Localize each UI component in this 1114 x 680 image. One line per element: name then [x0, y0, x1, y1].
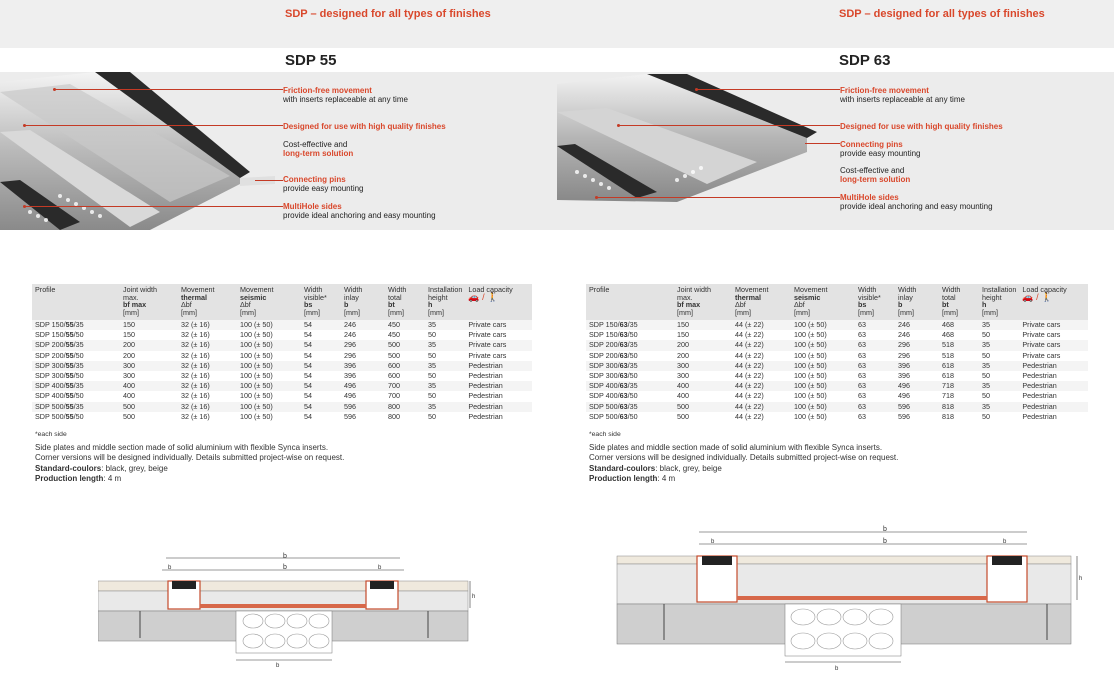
callout-leader-dot: [23, 205, 26, 208]
table-cell: 468: [939, 320, 979, 330]
table-cell: 500: [120, 402, 178, 412]
cell-profile: SDP 200/63/35: [586, 340, 674, 350]
table-cell: 54: [301, 361, 341, 371]
table-cell: 200: [674, 351, 732, 361]
table-row: [586, 371, 1088, 381]
table-cell: 100 (± 50): [237, 371, 301, 381]
cell-profile: SDP 400/63/35: [586, 381, 674, 391]
table-cell: 596: [895, 412, 939, 422]
callout-multihole-sides: MultiHole sides provide ideal anchoring and easy mounting: [283, 202, 436, 220]
callout-leader-line: [805, 143, 840, 144]
table-cell: 818: [939, 412, 979, 422]
table-cell: 54: [301, 330, 341, 340]
spec-table: [32, 284, 532, 422]
table-cell: 100 (± 50): [791, 340, 855, 350]
table-cell: Pedestrian: [465, 361, 532, 371]
cell-profile: SDP 200/55/50: [32, 351, 120, 361]
table-cell: 32 (± 16): [178, 330, 237, 340]
table-row: [32, 320, 532, 330]
product-title: SDP 55: [285, 52, 337, 69]
table-cell: Pedestrian: [1019, 361, 1088, 371]
svg-text:b: b: [378, 565, 382, 571]
table-cell: 100 (± 50): [237, 340, 301, 350]
svg-text:b: b: [711, 539, 715, 545]
col-movement-thermal: Movement thermal Δbf [mm]: [178, 284, 237, 320]
tagline: SDP – designed for all types of finishes: [285, 8, 491, 20]
table-cell: Pedestrian: [465, 402, 532, 412]
table-cell: 150: [674, 320, 732, 330]
table-cell: 50: [979, 391, 1019, 401]
table-cell: Pedestrian: [1019, 391, 1088, 401]
table-cell: 35: [979, 402, 1019, 412]
table-cell: 100 (± 50): [791, 351, 855, 361]
callout-leader-dot: [617, 124, 620, 127]
table-row: [32, 402, 532, 412]
svg-text:b: b: [276, 663, 280, 668]
col-width-total: Width total bt [mm]: [385, 284, 425, 320]
table-cell: Pedestrian: [465, 412, 532, 422]
table-cell: 100 (± 50): [237, 330, 301, 340]
table-cell: Pedestrian: [465, 371, 532, 381]
table-cell: 50: [979, 351, 1019, 361]
table-cell: 44 (± 22): [732, 320, 791, 330]
callout-leader-dot: [695, 88, 698, 91]
table-row: [32, 340, 532, 350]
table-row: [586, 402, 1088, 412]
table-cell: 700: [385, 381, 425, 391]
car-pedestrian-icon: 🚗 / 🚶: [1022, 291, 1053, 302]
table-cell: 296: [341, 351, 385, 361]
table-cell: 50: [425, 330, 465, 340]
cell-profile: SDP 500/55/35: [32, 402, 120, 412]
table-cell: 300: [674, 361, 732, 371]
table-cell: 100 (± 50): [791, 330, 855, 340]
table-row: [586, 351, 1088, 361]
cross-section-drawing: [607, 522, 1087, 672]
col-width-inlay: Width inlay b [mm]: [895, 284, 939, 320]
footnote: *each side: [35, 431, 67, 438]
table-cell: Private cars: [465, 340, 532, 350]
spec-table-header: [586, 284, 1088, 320]
table-cell: 100 (± 50): [791, 381, 855, 391]
table-row: [586, 320, 1088, 330]
table-cell: 100 (± 50): [791, 361, 855, 371]
svg-text:b: b: [883, 538, 887, 545]
car-pedestrian-icon: 🚗 / 🚶: [468, 291, 499, 302]
col-width-visible: Width visible* bs [mm]: [855, 284, 895, 320]
callout-connecting-pins: Connecting pins provide easy mounting: [283, 175, 364, 193]
table-row: [32, 351, 532, 361]
table-cell: 596: [895, 402, 939, 412]
cell-profile: SDP 300/55/35: [32, 361, 120, 371]
callout-connecting-pins: Connecting pins provide easy mounting: [840, 140, 921, 158]
table-cell: 54: [301, 371, 341, 381]
table-cell: 100 (± 50): [237, 361, 301, 371]
table-cell: 100 (± 50): [791, 371, 855, 381]
callout-multihole-sides: MultiHole sides provide ideal anchoring and easy mounting: [840, 193, 993, 211]
cell-profile: SDP 150/63/35: [586, 320, 674, 330]
table-cell: 35: [425, 361, 465, 371]
cross-section-drawing: [98, 548, 480, 668]
col-profile: Profile: [32, 284, 120, 320]
svg-text:b: b: [883, 526, 887, 533]
table-cell: 450: [385, 330, 425, 340]
table-cell: 50: [425, 391, 465, 401]
spec-table-body: [586, 320, 1088, 422]
table-cell: 63: [855, 320, 895, 330]
col-width-inlay: Width inlay b [mm]: [341, 284, 385, 320]
table-cell: 400: [674, 391, 732, 401]
col-movement-thermal: Movement thermal Δbf [mm]: [732, 284, 791, 320]
table-cell: 35: [979, 381, 1019, 391]
table-row: [32, 371, 532, 381]
table-row: [586, 412, 1088, 422]
tagline: SDP – designed for all types of finishes: [839, 8, 1045, 20]
table-cell: 296: [895, 340, 939, 350]
table-row: [586, 330, 1088, 340]
svg-text:h: h: [472, 594, 476, 600]
table-cell: 63: [855, 361, 895, 371]
table-cell: 100 (± 50): [237, 391, 301, 401]
table-cell: 32 (± 16): [178, 391, 237, 401]
table-cell: 63: [855, 330, 895, 340]
table-cell: 596: [341, 402, 385, 412]
table-row: [32, 381, 532, 391]
product-title: SDP 63: [839, 52, 891, 69]
table-cell: 54: [301, 402, 341, 412]
callout-friction-free: Friction-free movement with inserts replaceable at any time: [840, 86, 965, 104]
table-cell: 496: [341, 391, 385, 401]
table-cell: 50: [425, 351, 465, 361]
col-load-capacity: Load capacity 🚗 / 🚶: [465, 284, 532, 320]
table-cell: Pedestrian: [1019, 381, 1088, 391]
table-cell: 44 (± 22): [732, 340, 791, 350]
table-cell: 246: [895, 330, 939, 340]
table-cell: 44 (± 22): [732, 361, 791, 371]
table-cell: 100 (± 50): [791, 412, 855, 422]
table-cell: 100 (± 50): [237, 381, 301, 391]
table-cell: 150: [120, 330, 178, 340]
table-cell: 246: [341, 320, 385, 330]
cell-profile: SDP 400/55/35: [32, 381, 120, 391]
table-cell: 32 (± 16): [178, 381, 237, 391]
cell-profile: SDP 300/55/50: [32, 371, 120, 381]
table-cell: 596: [341, 412, 385, 422]
table-cell: Pedestrian: [465, 381, 532, 391]
svg-text:b: b: [1003, 539, 1007, 545]
table-cell: 54: [301, 351, 341, 361]
table-cell: 100 (± 50): [791, 391, 855, 401]
svg-text:b: b: [283, 553, 287, 560]
table-cell: 63: [855, 340, 895, 350]
table-row: [586, 391, 1088, 401]
callout-leader-dot: [595, 196, 598, 199]
table-cell: 63: [855, 381, 895, 391]
callout-high-quality-finishes: Designed for use with high quality finishes: [283, 122, 446, 131]
table-cell: 32 (± 16): [178, 371, 237, 381]
table-cell: 44 (± 22): [732, 412, 791, 422]
col-movement-seismic: Movement seismic Δbf [mm]: [237, 284, 301, 320]
table-cell: Private cars: [1019, 351, 1088, 361]
table-row: [586, 340, 1088, 350]
table-cell: 800: [385, 412, 425, 422]
cell-profile: SDP 150/63/50: [586, 330, 674, 340]
callout-leader-dot: [23, 124, 26, 127]
table-cell: 150: [674, 330, 732, 340]
table-row: [586, 381, 1088, 391]
table-row: [32, 330, 532, 340]
callout-leader-line: [597, 197, 840, 198]
table-row: [32, 412, 532, 422]
table-cell: 618: [939, 361, 979, 371]
spec-table: [586, 284, 1088, 422]
table-cell: 44 (± 22): [732, 402, 791, 412]
cell-profile: SDP 150/55/50: [32, 330, 120, 340]
table-cell: 200: [674, 340, 732, 350]
spec-table-body: [32, 320, 532, 422]
table-cell: 468: [939, 330, 979, 340]
table-cell: 200: [120, 351, 178, 361]
table-cell: 100 (± 50): [237, 351, 301, 361]
callout-leader-line: [255, 180, 283, 181]
table-cell: 518: [939, 351, 979, 361]
table-cell: 300: [120, 361, 178, 371]
table-cell: 50: [425, 412, 465, 422]
col-installation-height: Installation height h [mm]: [425, 284, 465, 320]
table-cell: 50: [979, 371, 1019, 381]
footnote: *each side: [589, 431, 621, 438]
table-cell: 32 (± 16): [178, 320, 237, 330]
product-description: Side plates and middle section made of solid aluminium with flexible Synca inserts. Corner versions will be designed individually. Details submitted project-wise on request. Standard-coulors: black, grey, beige Production length: 4 m: [35, 443, 345, 483]
table-cell: 200: [120, 340, 178, 350]
table-cell: 32 (± 16): [178, 412, 237, 422]
callout-leader-line: [25, 206, 283, 207]
cell-profile: SDP 300/63/50: [586, 371, 674, 381]
table-cell: 600: [385, 361, 425, 371]
table-cell: 100 (± 50): [237, 412, 301, 422]
table-cell: 246: [341, 330, 385, 340]
table-cell: 100 (± 50): [237, 320, 301, 330]
callout-friction-free: Friction-free movement with inserts replaceable at any time: [283, 86, 408, 104]
table-cell: 718: [939, 381, 979, 391]
table-row: [32, 391, 532, 401]
callout-cost-effective: Cost-effective and long-term solution: [283, 140, 354, 158]
cell-profile: SDP 400/55/50: [32, 391, 120, 401]
table-cell: 35: [979, 340, 1019, 350]
cell-profile: SDP 200/63/50: [586, 351, 674, 361]
table-cell: 450: [385, 320, 425, 330]
table-cell: 618: [939, 371, 979, 381]
table-cell: Private cars: [1019, 320, 1088, 330]
table-cell: Private cars: [465, 320, 532, 330]
table-cell: 700: [385, 391, 425, 401]
table-cell: 63: [855, 351, 895, 361]
callout-leader-line: [619, 125, 840, 126]
table-cell: 54: [301, 340, 341, 350]
table-cell: 54: [301, 320, 341, 330]
svg-text:h: h: [1079, 576, 1083, 582]
product-panel-sdp63: [557, 0, 1114, 680]
table-cell: 44 (± 22): [732, 381, 791, 391]
table-row: [586, 361, 1088, 371]
table-cell: 496: [895, 391, 939, 401]
cell-profile: SDP 200/55/35: [32, 340, 120, 350]
table-cell: Private cars: [465, 351, 532, 361]
table-cell: 35: [425, 381, 465, 391]
table-cell: 44 (± 22): [732, 330, 791, 340]
table-cell: 818: [939, 402, 979, 412]
table-cell: 500: [385, 351, 425, 361]
table-cell: 63: [855, 412, 895, 422]
product-description: Side plates and middle section made of solid aluminium with flexible Synca inserts. Corner versions will be designed individually. Details submitted project-wise on request. Standard-coulors: black, grey, beige Production length: 4 m: [589, 443, 899, 483]
profile-product-image: [557, 72, 842, 230]
cell-profile: SDP 500/63/35: [586, 402, 674, 412]
table-cell: 63: [855, 371, 895, 381]
table-cell: 396: [341, 371, 385, 381]
table-cell: 518: [939, 340, 979, 350]
table-cell: 54: [301, 412, 341, 422]
table-cell: 35: [979, 320, 1019, 330]
callout-leader-line: [25, 125, 283, 126]
col-width-total: Width total bt [mm]: [939, 284, 979, 320]
callout-high-quality-finishes: Designed for use with high quality finishes: [840, 122, 1003, 131]
col-load-capacity: Load capacity 🚗 / 🚶: [1019, 284, 1088, 320]
table-cell: 396: [341, 361, 385, 371]
callout-leader-line: [55, 89, 283, 90]
table-cell: 500: [385, 340, 425, 350]
svg-text:b: b: [168, 565, 172, 571]
table-cell: 50: [979, 412, 1019, 422]
table-cell: 600: [385, 371, 425, 381]
col-profile: Profile: [586, 284, 674, 320]
svg-text:b: b: [835, 666, 839, 672]
col-joint-width: Joint width max. bf max [mm]: [674, 284, 732, 320]
table-cell: 718: [939, 391, 979, 401]
table-cell: 54: [301, 391, 341, 401]
svg-text:b: b: [283, 564, 287, 571]
table-cell: 32 (± 16): [178, 402, 237, 412]
table-cell: 300: [674, 371, 732, 381]
table-cell: 400: [120, 391, 178, 401]
cell-profile: SDP 300/63/35: [586, 361, 674, 371]
cell-profile: SDP 150/55/35: [32, 320, 120, 330]
table-row: [32, 361, 532, 371]
col-installation-height: Installation height h [mm]: [979, 284, 1019, 320]
table-cell: 500: [120, 412, 178, 422]
table-cell: 100 (± 50): [791, 402, 855, 412]
col-width-visible: Width visible* bs [mm]: [301, 284, 341, 320]
table-cell: 44 (± 22): [732, 351, 791, 361]
table-cell: 50: [425, 371, 465, 381]
callout-leader-dot: [53, 88, 56, 91]
callout-leader-line: [697, 89, 840, 90]
table-cell: Private cars: [465, 330, 532, 340]
table-cell: 50: [979, 330, 1019, 340]
table-cell: Pedestrian: [1019, 402, 1088, 412]
table-cell: 396: [895, 371, 939, 381]
callout-cost-effective: Cost-effective and long-term solution: [840, 166, 911, 184]
table-cell: 35: [425, 402, 465, 412]
table-cell: 496: [341, 381, 385, 391]
table-cell: Pedestrian: [1019, 371, 1088, 381]
table-cell: 63: [855, 391, 895, 401]
table-cell: 396: [895, 361, 939, 371]
table-cell: 400: [120, 381, 178, 391]
table-cell: Pedestrian: [465, 391, 532, 401]
cell-profile: SDP 400/63/50: [586, 391, 674, 401]
table-cell: 400: [674, 381, 732, 391]
table-cell: 296: [895, 351, 939, 361]
col-joint-width: Joint width max. bf max [mm]: [120, 284, 178, 320]
table-cell: 500: [674, 412, 732, 422]
table-cell: 500: [674, 402, 732, 412]
table-cell: Private cars: [1019, 330, 1088, 340]
table-cell: 63: [855, 402, 895, 412]
table-cell: 32 (± 16): [178, 351, 237, 361]
table-cell: 100 (± 50): [791, 320, 855, 330]
table-cell: 246: [895, 320, 939, 330]
table-cell: 54: [301, 381, 341, 391]
table-cell: 35: [979, 361, 1019, 371]
cell-profile: SDP 500/55/50: [32, 412, 120, 422]
table-cell: 32 (± 16): [178, 361, 237, 371]
table-cell: 800: [385, 402, 425, 412]
table-cell: 35: [425, 340, 465, 350]
spec-table-header: [32, 284, 532, 320]
cell-profile: SDP 500/63/50: [586, 412, 674, 422]
table-cell: 44 (± 22): [732, 391, 791, 401]
table-cell: Pedestrian: [1019, 412, 1088, 422]
table-cell: 44 (± 22): [732, 371, 791, 381]
table-cell: 35: [425, 320, 465, 330]
table-cell: 496: [895, 381, 939, 391]
table-cell: 100 (± 50): [237, 402, 301, 412]
col-movement-seismic: Movement seismic Δbf [mm]: [791, 284, 855, 320]
table-cell: 150: [120, 320, 178, 330]
table-cell: 32 (± 16): [178, 340, 237, 350]
table-cell: 300: [120, 371, 178, 381]
table-cell: Private cars: [1019, 340, 1088, 350]
table-cell: 296: [341, 340, 385, 350]
